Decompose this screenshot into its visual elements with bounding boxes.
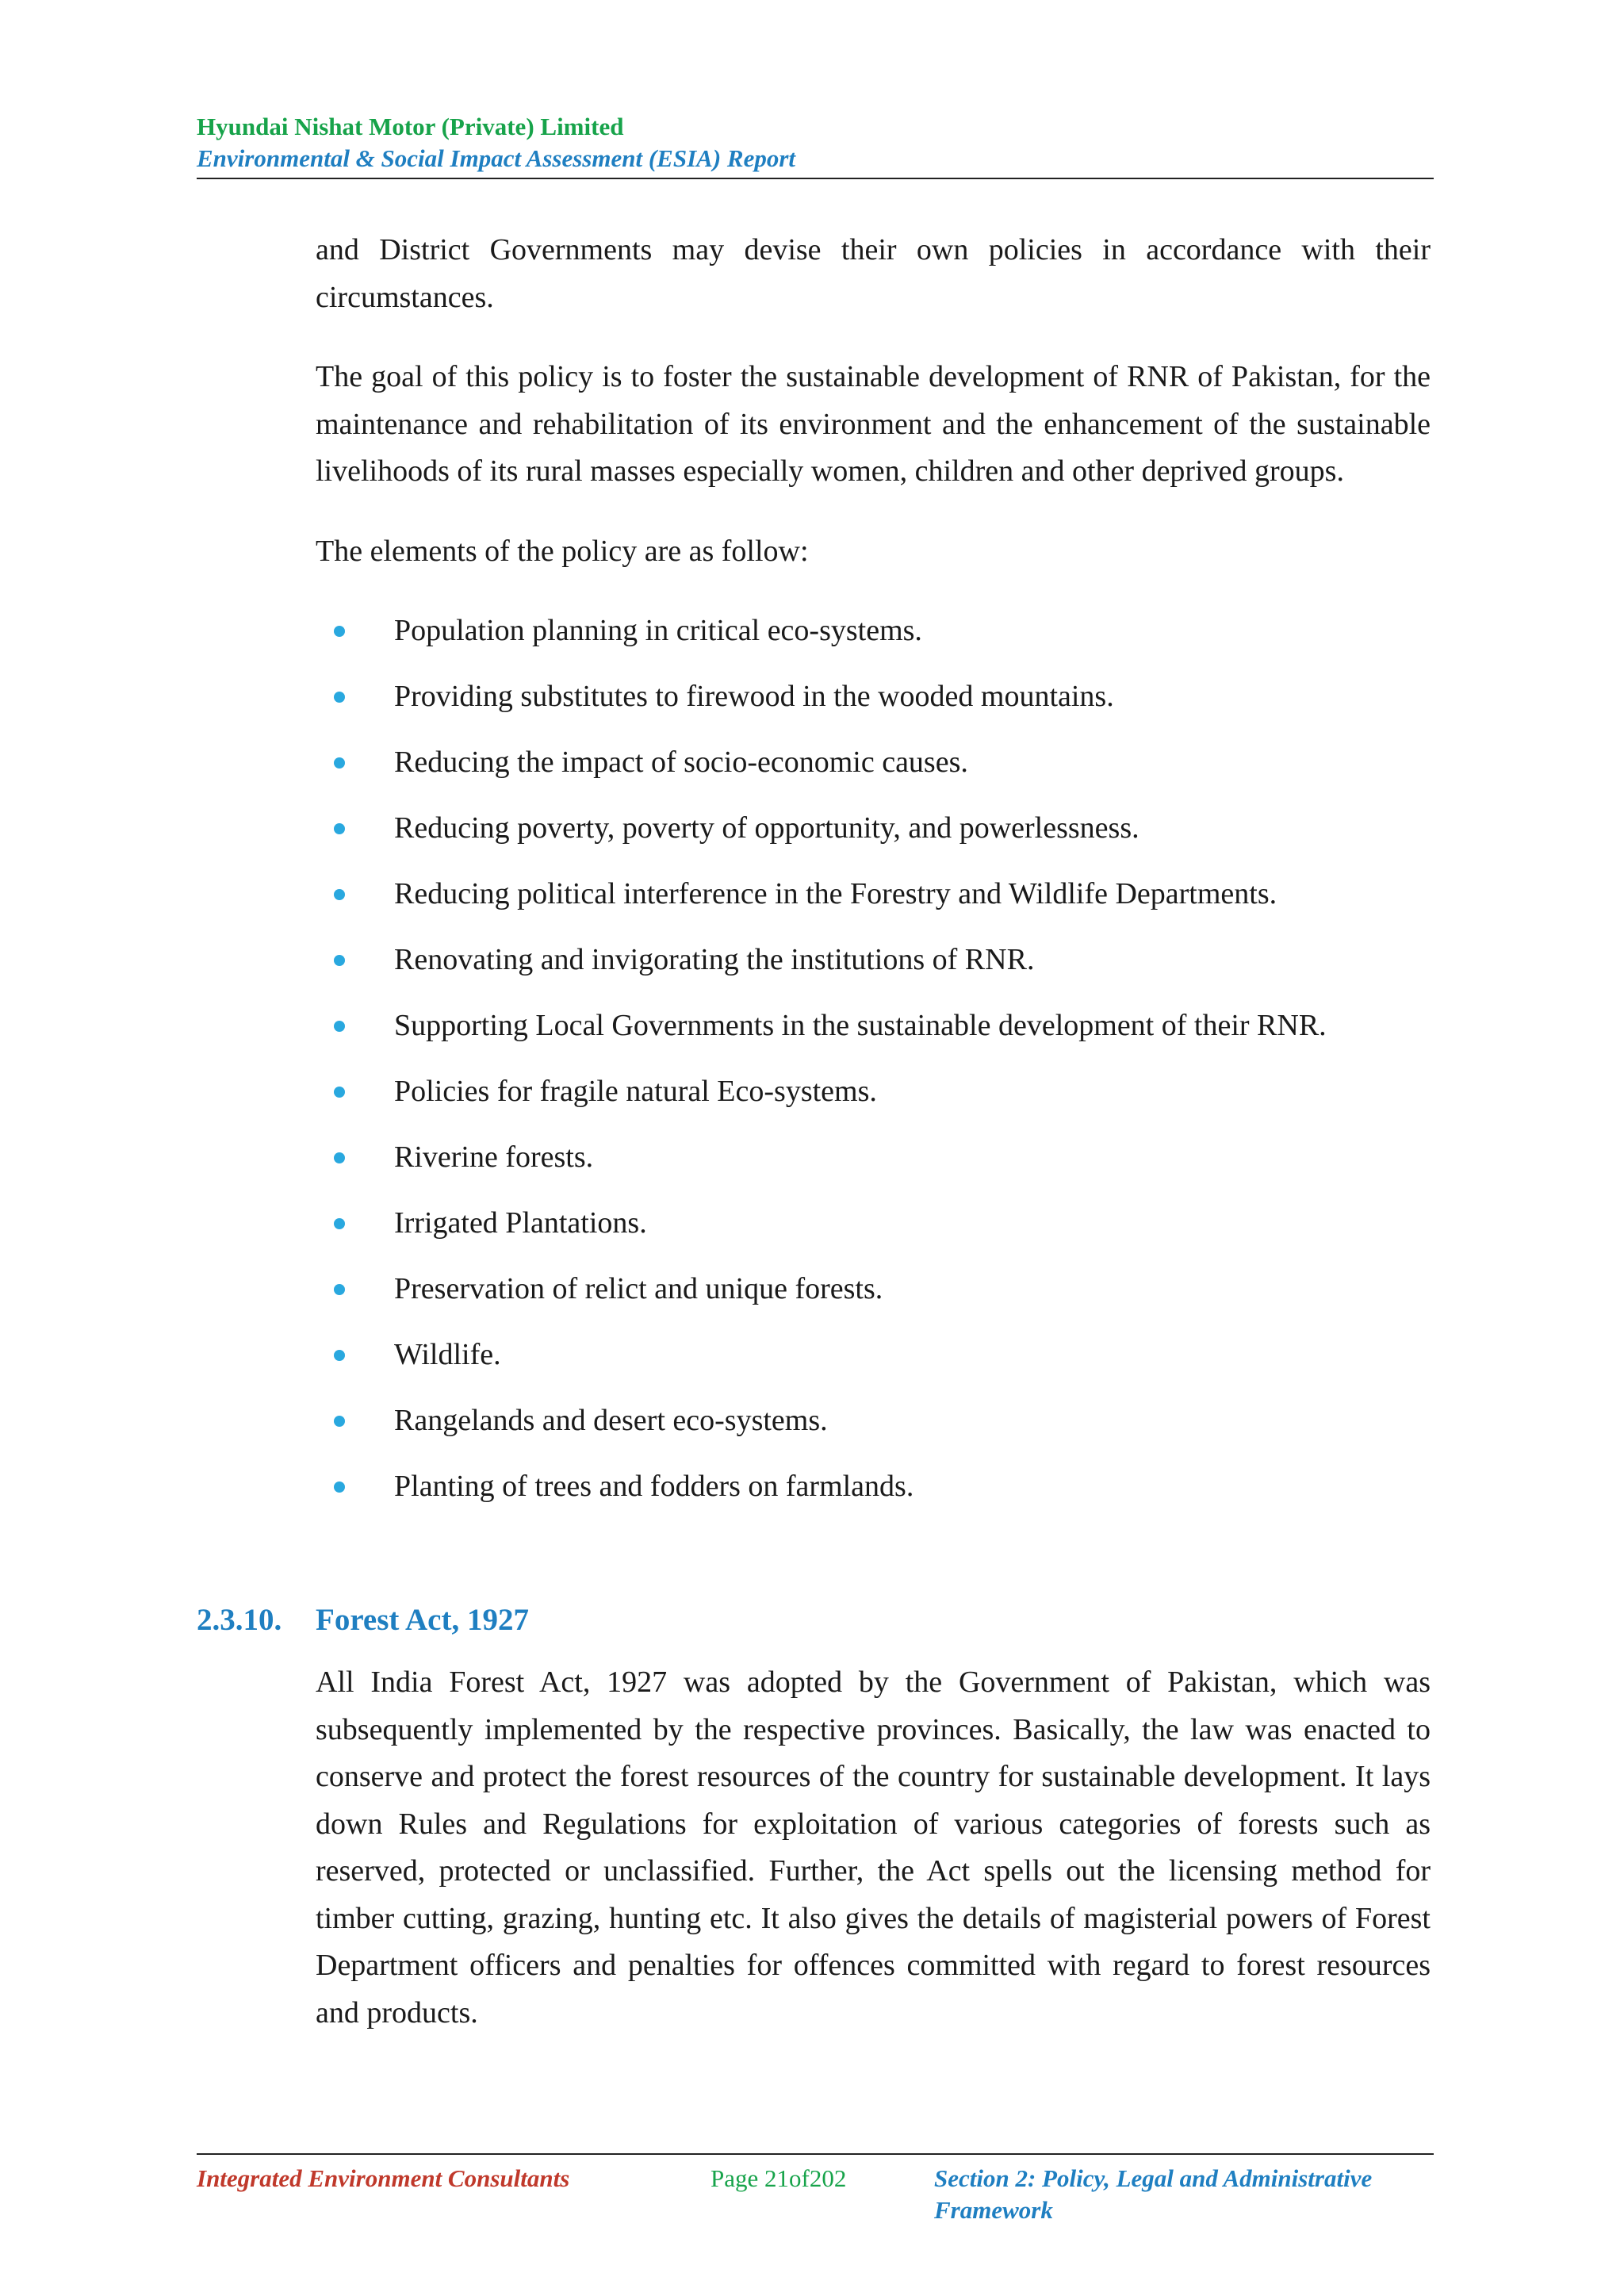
list-item — [316, 871, 1431, 937]
paragraph-continuation: and District Governments may devise their own policies in accordance with their circumstances. — [316, 233, 1431, 314]
page-header — [197, 111, 1434, 179]
list-item — [316, 1134, 1431, 1200]
page-footer — [197, 2153, 1434, 2224]
policy-elements-list — [316, 608, 1431, 1529]
list-item-text: Preservation of relict and unique forests. — [394, 1272, 883, 1305]
list-item-text: Supporting Local Governments in the sustainable development of their RNR. — [394, 1009, 1327, 1042]
bullet-icon — [334, 692, 345, 703]
list-item — [316, 1463, 1431, 1529]
list-item-text: Riverine forests. — [394, 1140, 594, 1174]
list-item-text: Rangelands and desert eco-systems. — [394, 1404, 828, 1437]
footer-section-name: Section 2: Policy, Legal and Administrative Framework — [934, 2164, 1373, 2224]
list-item-text: Renovating and invigorating the institutions of RNR. — [394, 943, 1035, 976]
list-item-text: Wildlife. — [394, 1338, 501, 1371]
section-heading — [197, 1596, 529, 1643]
section-number: 2.3.10. — [197, 1603, 282, 1637]
list-item — [316, 739, 1431, 805]
section-body-paragraph: All India Forest Act, 1927 was adopted by the Government of Pakistan, which was subsequently implemented by the respective provinces. Basically, the law was enacted to conserve and protect the forest resources of the country for sustainable development. It lays down Rules and Regulations for exploitation of various categories of forests such as reserved, protected or unclassified. Further, the Act spells out the licensing method for timber cutting, grazing, hunting etc. It also gives the details of magisterial powers of Forest Department officers and penalties for offences committed with regard to forest resources and products. — [316, 1665, 1431, 2030]
list-item-text: Reducing political interference in the Forestry and Wildlife Departments. — [394, 877, 1277, 910]
bullet-icon — [334, 1218, 345, 1229]
bullet-icon — [334, 1350, 345, 1361]
bullet-icon — [334, 1152, 345, 1163]
bullet-icon — [334, 889, 345, 900]
paragraph-goal: The goal of this policy is to foster the sustainable development of RNR of Pakistan, for the maintenance and rehabilitation of its environment and the enhancement of the sustainable livelihoods of its rural masses especially women, children and other deprived groups. — [316, 360, 1431, 488]
list-item — [316, 1266, 1431, 1332]
list-item-text: Policies for fragile natural Eco-systems. — [394, 1075, 877, 1108]
report-title: Environmental & Social Impact Assessment (ESIA) Report — [197, 144, 796, 172]
list-item-text: Reducing the impact of socio-economic causes. — [394, 746, 968, 779]
list-item — [316, 1332, 1431, 1397]
footer-consultant: Integrated Environment Consultants — [197, 2164, 570, 2192]
list-item — [316, 805, 1431, 871]
bullet-icon — [334, 757, 345, 769]
bullet-icon — [334, 1021, 345, 1032]
list-item-text: Population planning in critical eco-systems. — [394, 614, 922, 647]
list-item — [316, 1200, 1431, 1266]
list-item — [316, 673, 1431, 739]
list-item-text: Reducing poverty, poverty of opportunity, and powerlessness. — [394, 811, 1139, 845]
main-content — [316, 227, 1431, 1529]
footer-page-number: Page 21of202 — [710, 2164, 847, 2192]
bullet-icon — [334, 955, 345, 966]
list-item — [316, 1397, 1431, 1463]
bullet-icon — [334, 626, 345, 637]
list-item-text: Planting of trees and fodders on farmlands. — [394, 1470, 914, 1503]
company-name: Hyundai Nishat Motor (Private) Limited — [197, 113, 624, 140]
bullet-icon — [334, 1284, 345, 1295]
list-item — [316, 1002, 1431, 1068]
list-item-text: Providing substitutes to firewood in the wooded mountains. — [394, 680, 1114, 713]
list-item — [316, 1068, 1431, 1134]
bullet-icon — [334, 1087, 345, 1098]
bullet-icon — [334, 823, 345, 834]
list-item — [316, 608, 1431, 673]
list-item-text: Irrigated Plantations. — [394, 1206, 647, 1240]
paragraph-elements-intro: The elements of the policy are as follow: — [316, 534, 809, 568]
list-item — [316, 937, 1431, 1002]
bullet-icon — [334, 1481, 345, 1493]
section-title: Forest Act, 1927 — [316, 1603, 529, 1637]
bullet-icon — [334, 1416, 345, 1427]
